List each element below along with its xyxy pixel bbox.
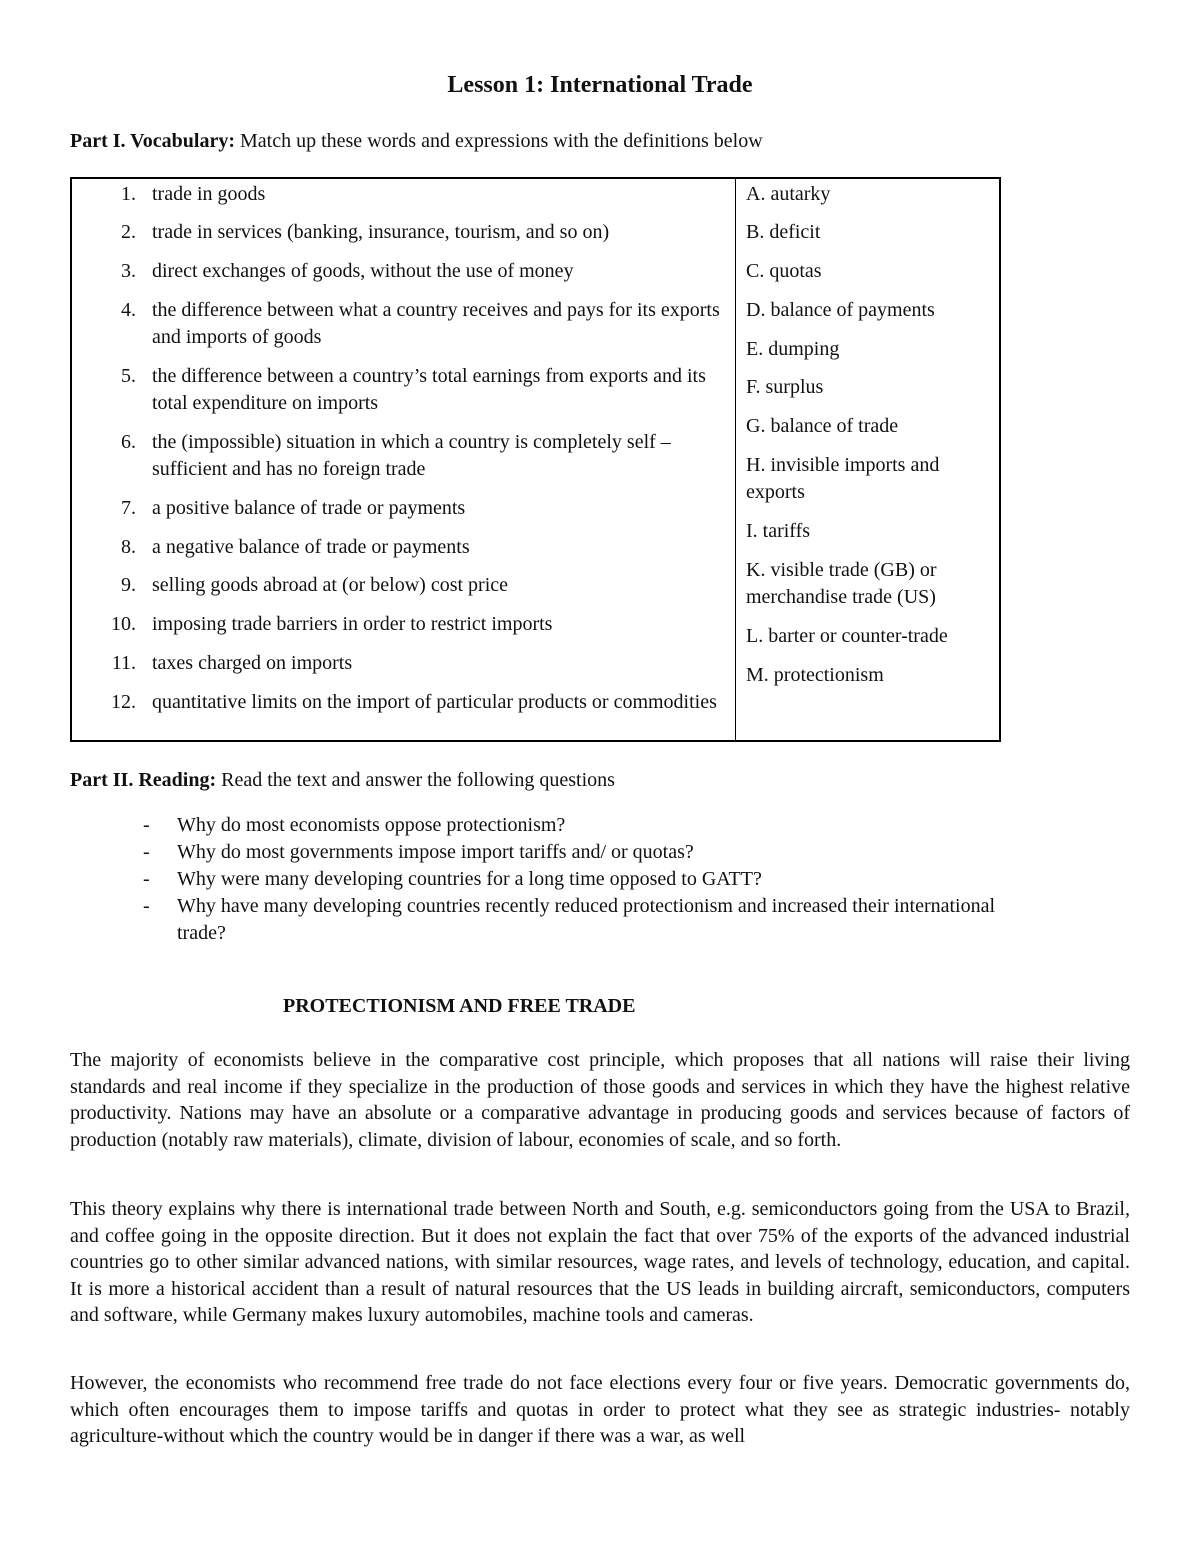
definition-number: 11.: [111, 652, 136, 674]
question-item: - Why do most governments impose import tariffs and/ or quotas?: [143, 841, 694, 863]
term-item: E. dumping: [746, 338, 840, 360]
term-item: C. quotas: [746, 260, 822, 282]
definition-number: 9.: [121, 574, 136, 596]
question-text: Why do most economists oppose protectionism?: [177, 814, 566, 836]
question-text: Why were many developing countries for a long time opposed to GATT?: [177, 868, 762, 890]
part1-label: Part I. Vocabulary:: [70, 130, 235, 152]
term-item: D. balance of payments: [746, 299, 935, 321]
term-item: B. deficit: [746, 221, 821, 243]
reading-paragraph: This theory explains why there is international trade between North and South, e.g. semiconductors going from the USA to Brazil, and coffee going in the opposite direction. But it does not explain the fact that over 75% of the exports of the advanced industrial countries go to other similar advanced nations, with similar resources, wage rates, and levels of technology, education, and capital. It is more a historical accident than a result of natural resources that the US leads in building aircraft, semiconductors, computers and software, while Germany makes luxury automobiles, machine tools and cameras.: [70, 1198, 1130, 1327]
part2-instruction: Read the text and answer the following questions: [221, 769, 615, 791]
question-item: - Why do most economists oppose protectionism?: [143, 814, 566, 836]
definition-text: quantitative limits on the import of particular products or commodities: [152, 691, 717, 713]
definition-text: the difference between what a country receives and pays for its exports and imports of goods: [152, 299, 720, 348]
definition-text: direct exchanges of goods, without the use of money: [152, 260, 574, 282]
vocabulary-table: [70, 177, 1001, 742]
term-item: F. surplus: [746, 376, 824, 398]
definition-number: 5.: [121, 365, 136, 387]
definition-number: 10.: [111, 613, 136, 635]
definition-text: a negative balance of trade or payments: [152, 536, 470, 558]
definition-number: 1.: [121, 183, 136, 205]
term-item: M. protectionism: [746, 664, 884, 686]
definition-text: the (impossible) situation in which a country is completely self –sufficient and has no foreign trade: [152, 431, 671, 480]
term-item: I. tariffs: [746, 520, 811, 542]
definition-number: 4.: [121, 299, 136, 321]
definition-number: 8.: [121, 536, 136, 558]
term-item: L. barter or counter-trade: [746, 625, 948, 647]
definition-text: taxes charged on imports: [152, 652, 353, 674]
definition-text: trade in goods: [152, 183, 266, 205]
definition-number: 7.: [121, 497, 136, 519]
definition-number: 2.: [121, 221, 136, 243]
lesson-title: Lesson 1: International Trade: [447, 72, 753, 98]
definition-text: trade in services (banking, insurance, tourism, and so on): [152, 221, 610, 243]
question-text: Why have many developing countries recently reduced protectionism and increased their international trade?: [177, 895, 996, 944]
definition-text: a positive balance of trade or payments: [152, 497, 466, 519]
part2-heading: [70, 769, 615, 792]
term-item: A. autarky: [746, 183, 831, 205]
definition-text: imposing trade barriers in order to restrict imports: [152, 613, 553, 635]
term-item: G. balance of trade: [746, 415, 899, 437]
term-item: K. visible trade (GB) or merchandise trade (US): [746, 559, 937, 608]
reading-paragraph: The majority of economists believe in the comparative cost principle, which proposes that all nations will raise their living standards and real income if they specialize in the production of those goods and services in which they have the highest relative productivity. Nations may have an absolute or a comparative advantage in producing goods and services because of factors of production (notably raw materials), climate, division of labour, economies of scale, and so forth.: [70, 1049, 1130, 1151]
definition-text: the difference between a country’s total earnings from exports and its total expenditure on imports: [152, 365, 706, 414]
term-item: H. invisible imports and exports: [746, 454, 940, 503]
part2-label: Part II. Reading:: [70, 769, 217, 791]
question-item: - Why were many developing countries for a long time opposed to GATT?: [143, 868, 762, 890]
table-column-divider: [735, 179, 736, 740]
definition-number: 12.: [111, 691, 136, 713]
question-list: [143, 812, 1043, 947]
definition-number: 6.: [121, 431, 136, 453]
reading-paragraph: However, the economists who recommend free trade do not face elections every four or five years. Democratic governments do, which often encourages them to impose tariffs and quotas in order to protect what they see as strategic industries- notably agriculture-without which the country would be in danger if there was a war, as well: [70, 1372, 1130, 1448]
question-text: Why do most governments impose import tariffs and/ or quotas?: [177, 841, 694, 863]
question-item: - Why have many developing countries recently reduced protectionism and increased their international trade?: [143, 895, 996, 944]
part1-instruction: Match up these words and expressions with the definitions below: [240, 130, 763, 152]
definition-text: selling goods abroad at (or below) cost price: [152, 574, 509, 596]
part1-heading: [70, 130, 763, 153]
definition-number: 3.: [121, 260, 136, 282]
reading-title: PROTECTIONISM AND FREE TRADE: [283, 995, 636, 1017]
